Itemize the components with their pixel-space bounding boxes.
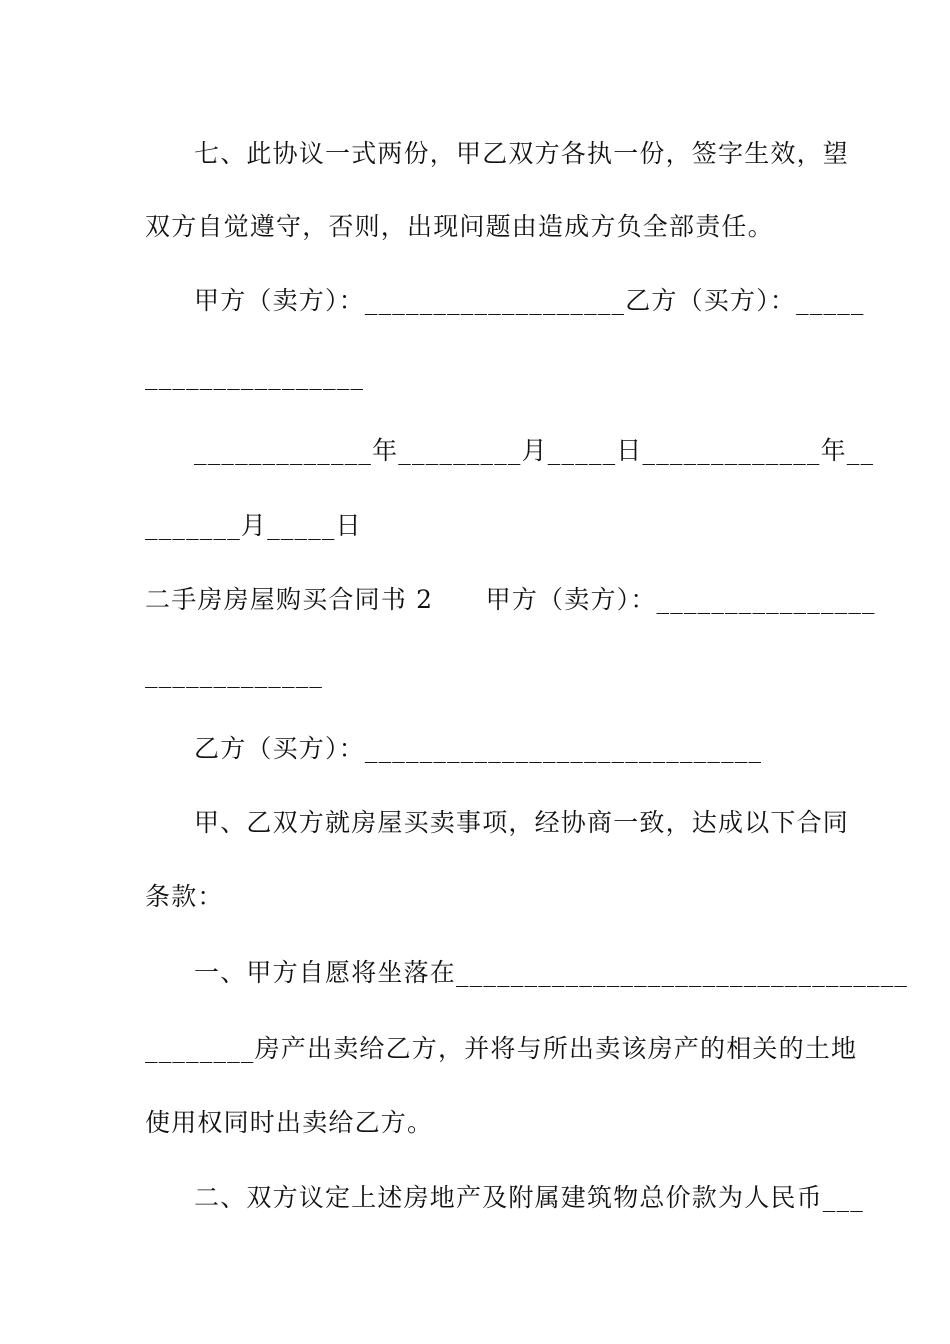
buyer-field-line: 乙方（买方）：_____________________________ xyxy=(194,734,763,763)
preamble-line-2: 条款： xyxy=(145,882,224,911)
signature-date-line: _____________年_________月_____日_____________年__ xyxy=(194,436,875,465)
clause-2-line-1: 二、双方议定上述房地产及附属建筑物总价款为人民币___ xyxy=(194,1183,864,1212)
clause-1-line-3: 使用权同时出卖给乙方。 xyxy=(145,1108,434,1137)
clause-1-line-1: 一、甲方自愿将坐落在_________________________________ xyxy=(194,958,909,987)
clause-1-line-2: ________房产出卖给乙方，并将与所出卖该房产的相关的土地 xyxy=(145,1034,858,1063)
signature-date-continuation: _______月_____日 xyxy=(145,511,362,540)
clause-7-line-1: 七、此协议一式两份，甲乙双方各执一份，签字生效，望 xyxy=(194,139,850,168)
seller-field-continuation: _____________ xyxy=(145,659,324,688)
contract-title-line: 二手房房屋购买合同书 2 甲方（卖方）：________________ xyxy=(145,585,876,614)
clause-7-line-2: 双方自觉遵守，否则，出现问题由造成方负全部责任。 xyxy=(145,212,774,241)
preamble-line-1: 甲、乙双方就房屋买卖事项，经协商一致，达成以下合同 xyxy=(194,808,850,837)
signature-party-line: 甲方（卖方）：___________________乙方（买方）：_____ xyxy=(194,286,865,315)
signature-party-continuation: ________________ xyxy=(145,361,365,390)
